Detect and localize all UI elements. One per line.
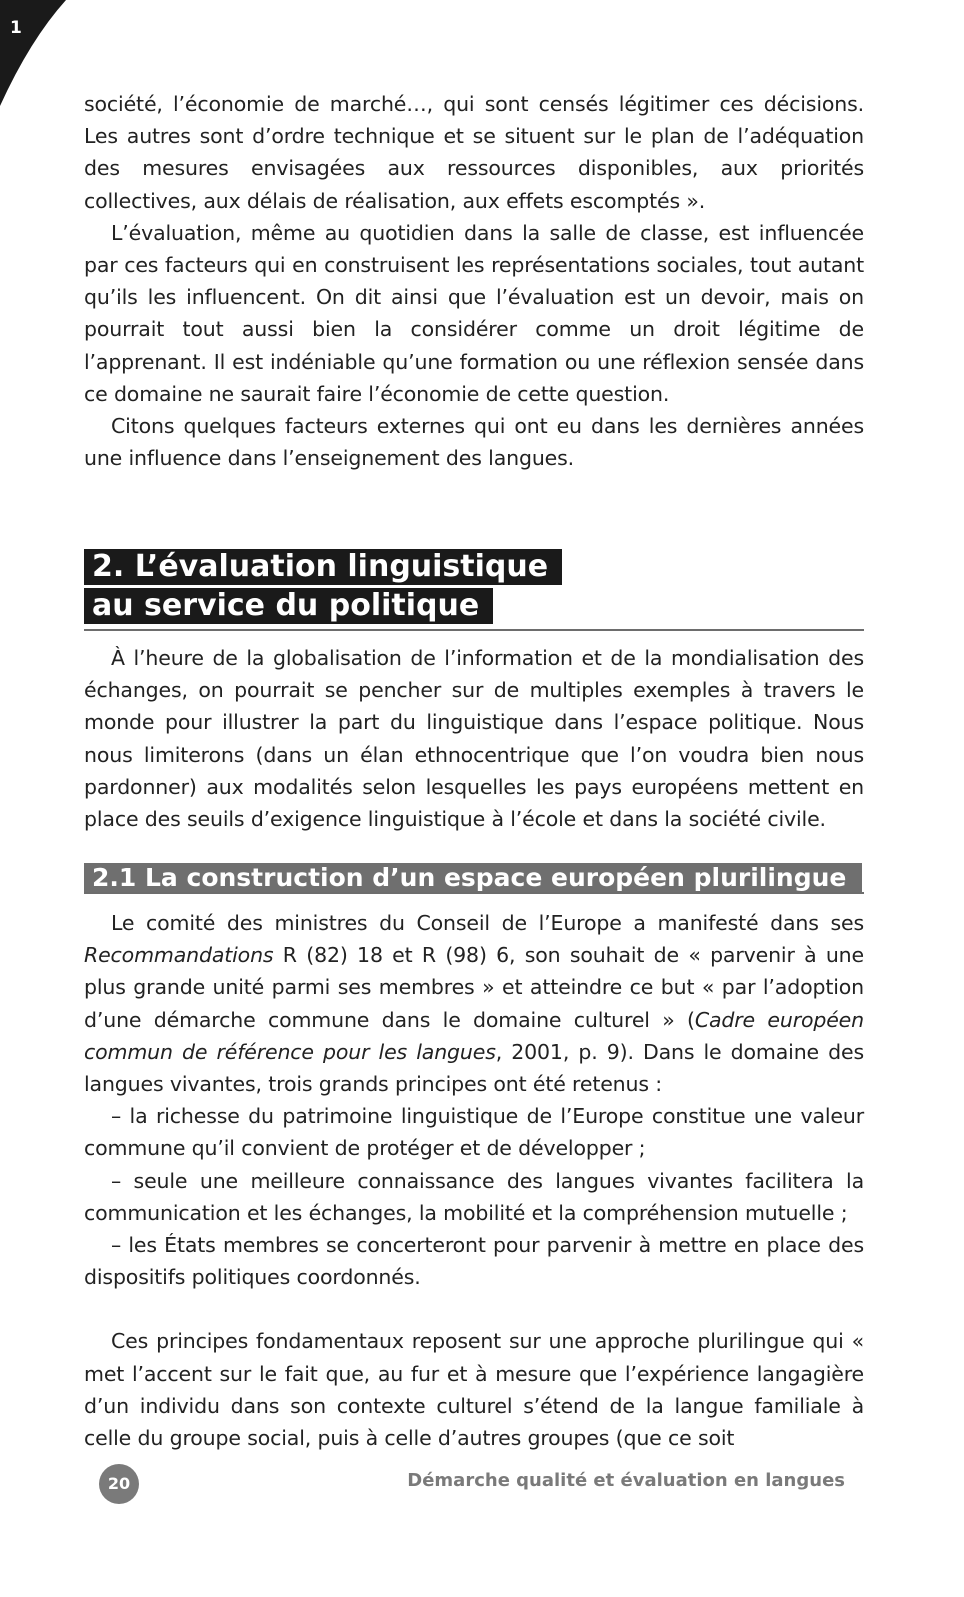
intro-text: [84, 88, 864, 474]
paragraph: Le comité des ministres du Conseil de l’Europe a manifesté dans ses Recommandations R (82) 18 et R (98) 6, son souhait de « parvenir à une plus grande unité parmi ses membres » et atteindre ce but « par l’adoption d’une démarche commune dans le domaine culturel » (Cadre européen commun de référence pour les langues, 2001, p. 9). Dans le domaine des langues vivantes, trois grands principes ont été retenus :: [84, 911, 865, 1097]
section-2-1-text: [84, 907, 864, 1454]
paragraph: Ces principes fondamentaux reposent sur une approche plurilingue qui « met l’accent sur le fait que, au fur et à mesure que l’expérience langagière d’un individu dans son contexte culturel s’étend de la langue familiale à celle du groupe social, puis à celle d’autres groupes (que ce soit: [84, 1329, 864, 1451]
running-footer-title: Démarche qualité et évaluation en langues: [407, 1470, 845, 1491]
chapter-number: 1: [10, 18, 22, 38]
subsection-heading: [84, 863, 864, 894]
subsection-heading-label: 2.1 La construction d’un espace européen plurilingue: [84, 863, 862, 892]
paragraph: L’évaluation, même au quotidien dans la salle de classe, est influencée par ces facteurs qui en construisent les représentations sociales, tout autant qu’ils les influencent. On dit ainsi que l’évaluation est un devoir, mais on pourrait tout aussi bien la considérer comme un droit légitime de l’apprenant. Il est indéniable qu’une formation ou une réflexion sensée dans ce domaine ne saurait faire l’économie de cette question.: [84, 220, 864, 406]
paragraph: À l’heure de la globalisation de l’information et de la mondialisation des échanges, on pourrait se pencher sur de multiples exemples à travers le monde pour illustrer la part du linguistique dans l’espace politique. Nous nous limiterons (dans un élan ethnocentrique que l’on voudra bien nous pardonner) aux modalités selon lesquelles les pays européens mettent en place des seuils d’exigence linguistique à l’école et dans la société civile.: [84, 646, 864, 832]
section-heading-line-2: au service du politique: [84, 588, 493, 624]
list-item: – la richesse du patrimoine linguistique de l’Europe constitue une valeur commune qu’il convient de protéger et de développer ;: [84, 1104, 864, 1161]
list-item: – seule une meilleure connaissance des langues vivantes facilitera la communication et les échanges, la mobilité et la compréhension mutuelle ;: [84, 1168, 864, 1225]
section-heading: [84, 549, 864, 631]
chapter-corner-tab: [0, 0, 66, 106]
paragraph: Citons quelques facteurs externes qui ont eu dans les dernières années une influence dans l’enseignement des langues.: [84, 414, 864, 471]
section-heading-line-1: 2. L’évaluation linguistique: [84, 549, 562, 585]
list-item: – les États membres se concerteront pour parvenir à mettre en place des dispositifs politiques coordonnés.: [84, 1233, 864, 1290]
section-2-text: [84, 642, 864, 835]
page-number: 20: [99, 1464, 139, 1504]
paragraph: société, l’économie de marché…, qui sont censés légitimer ces décisions. Les autres sont d’ordre technique et se situent sur le plan de l’adéquation des mesures envisagées aux ressources disponibles, aux priorités collectives, aux délais de réalisation, aux effets escomptés ».: [84, 92, 864, 213]
